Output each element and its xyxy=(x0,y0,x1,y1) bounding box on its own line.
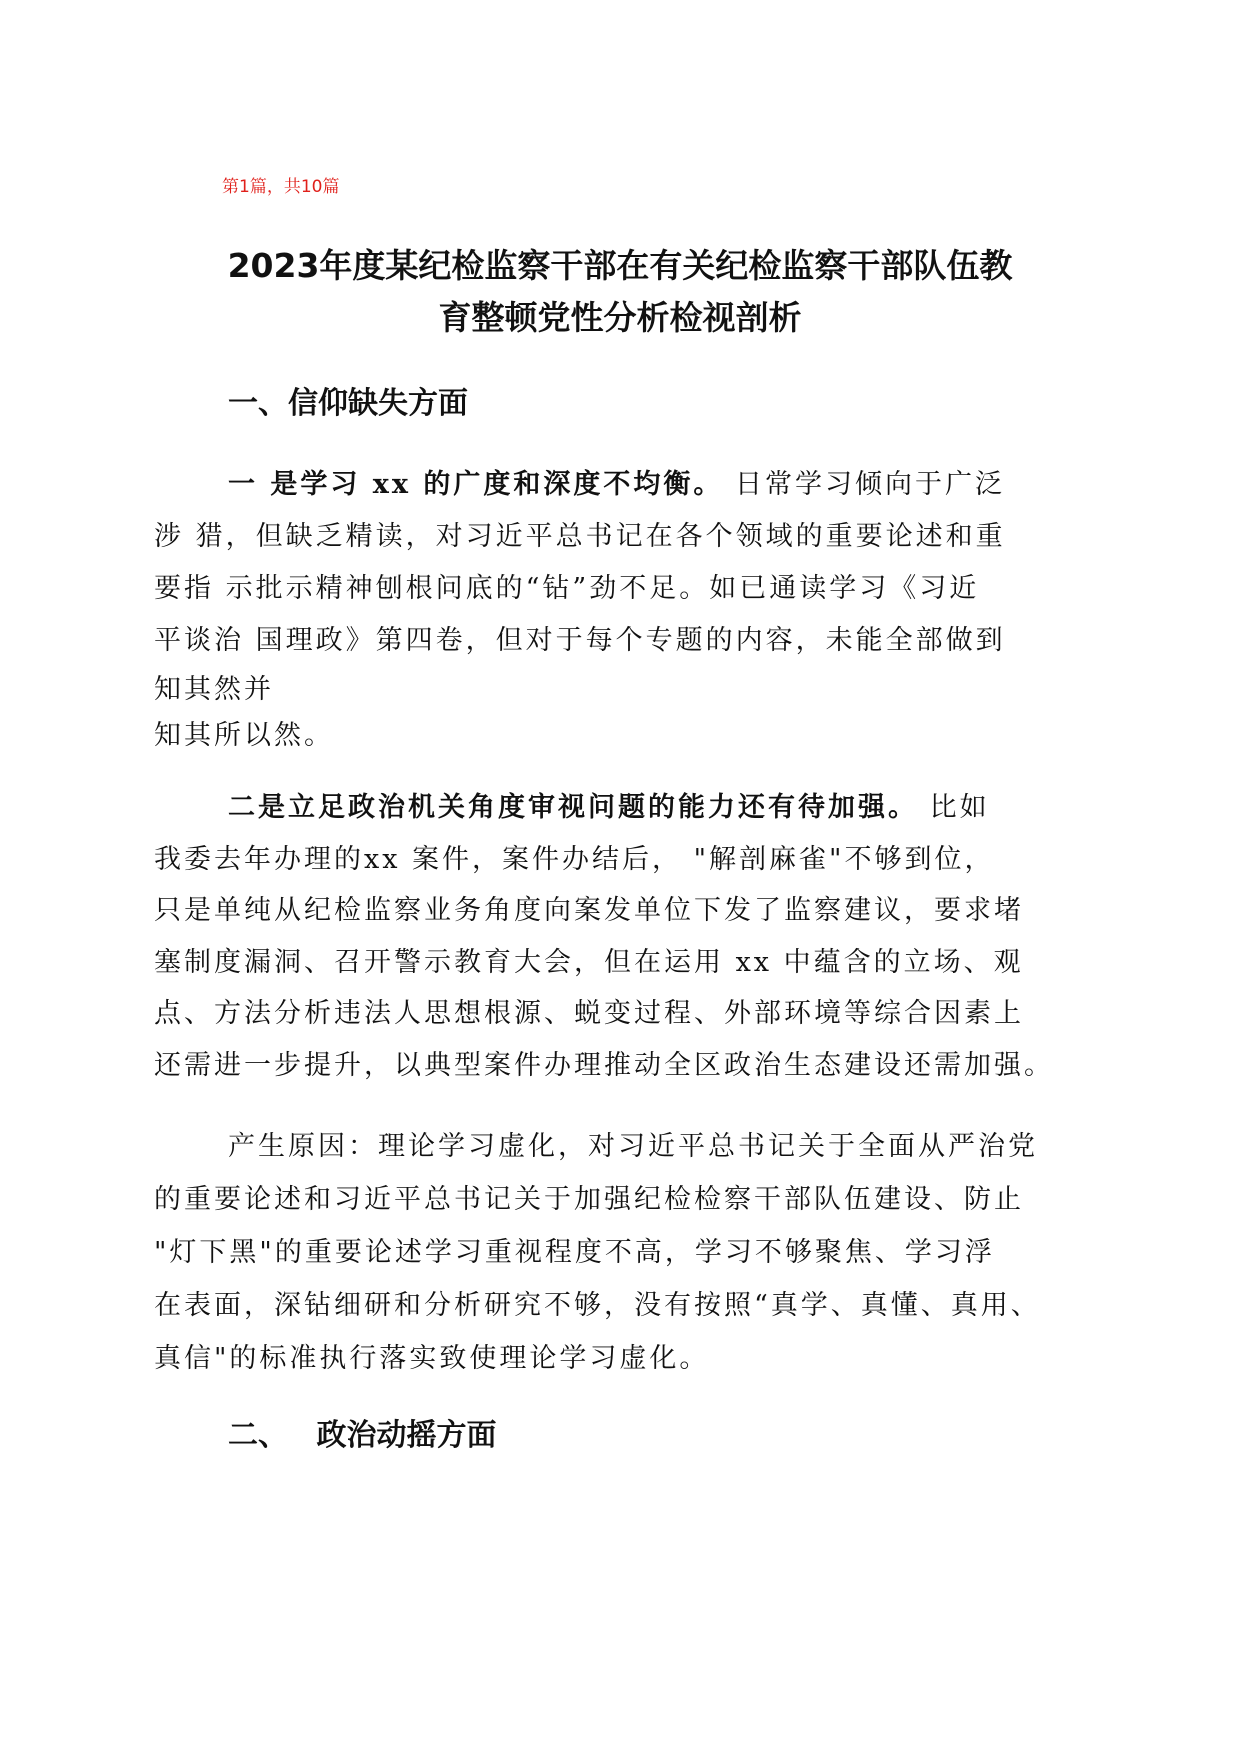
paragraph-line: 在表面，深钻细研和分析研究不够，没有按照“真学、真懂、真用、 xyxy=(154,1290,1041,1321)
paragraph-line: 知其然并 xyxy=(154,674,274,705)
paragraph-1 xyxy=(154,459,1006,759)
paragraph-line: 要指 示批示精神刨根问底的“钻”劲不足。如已通读学习《习近 xyxy=(154,573,980,604)
paragraph-line: 产生原因：理论学习虚化，对习近平总书记关于全面从严治党 xyxy=(228,1131,1038,1162)
paragraph-2 xyxy=(154,782,1054,1091)
title-line-2: 育整顿党性分析检视剖析 xyxy=(438,298,802,337)
paragraph-line: 真信"的标准执行落实致使理论学习虚化。 xyxy=(154,1343,710,1374)
paragraph-line xyxy=(154,459,1006,511)
paragraph-3 xyxy=(154,1120,1041,1385)
paragraph-line: 我委去年办理的xx 案件，案件办结后， "解剖麻雀"不够到位， xyxy=(154,843,995,875)
paragraph-line: 的重要论述和习近平总书记关于加强纪检检察干部队伍建设、防止 xyxy=(154,1184,1024,1215)
paragraph-line: 涉 猎，但缺乏精读，对习近平总书记在各个领域的重要论述和重 xyxy=(154,521,1006,552)
section-heading-2: 二、 政治动摇方面 xyxy=(228,1418,497,1453)
paragraph-line: "灯下黑"的重要论述学习重视程度不高，学习不够聚焦、学习浮 xyxy=(154,1237,995,1268)
paragraph-line: 知其所以然。 xyxy=(154,720,334,751)
title-line-1: 2023年度某纪检监察干部在有关纪检监察干部队伍教 xyxy=(227,246,1013,285)
document-title xyxy=(150,240,1090,344)
section-heading-1: 一、信仰缺失方面 xyxy=(228,386,468,421)
paragraph-line xyxy=(154,782,1054,834)
paragraph-text: 日常学习倾向于广泛 xyxy=(723,469,1005,500)
paragraph-line: 塞制度漏洞、召开警示教育大会，但在运用 xx 中蕴含的立场、观 xyxy=(154,946,1024,978)
paragraph-line: 点、方法分析违法人思想根源、蜕变过程、外部环境等综合因素上 xyxy=(154,998,1024,1029)
paragraph-lead: 一 是学习 xx 的广度和深度不均衡。 xyxy=(228,469,724,500)
paragraph-line: 只是单纯从纪检监察业务角度向案发单位下发了监察建议，要求堵 xyxy=(154,895,1024,926)
paragraph-line: 还需进一步提升，以典型案件办理推动全区政治生态建设还需加强。 xyxy=(154,1049,1054,1081)
paragraph-lead: 二是立足政治机关角度审视问题的能力还有待加强。 xyxy=(228,792,918,823)
paragraph-line: 平谈治 国理政》第四卷，但对于每个专题的内容，未能全部做到 xyxy=(154,625,1006,656)
paragraph-text: 比如 xyxy=(918,792,990,823)
article-counter: 第1篇，共10篇 xyxy=(222,177,340,197)
